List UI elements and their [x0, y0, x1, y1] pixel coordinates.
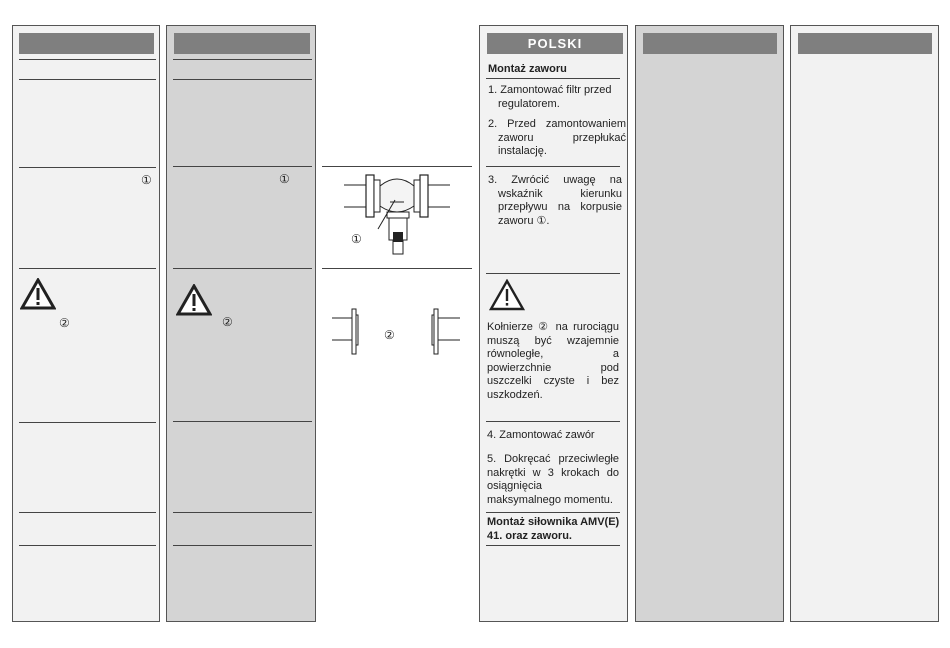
language-header-polski: POLSKI — [487, 33, 623, 54]
divider — [173, 421, 312, 422]
callout-two: ② — [222, 315, 233, 329]
warning-icon — [489, 279, 525, 311]
divider — [486, 512, 620, 513]
step-1: 1. Zamontować filtr przed regulatorem. — [488, 84, 612, 110]
language-column-1 — [12, 25, 160, 622]
section-title-actuator-mounting: Montaż siłownika AMV(E) 41. oraz zaworu. — [487, 516, 620, 542]
divider — [486, 421, 620, 422]
language-header-bar — [174, 33, 310, 54]
valve-diagram — [342, 172, 452, 267]
warning-icon — [176, 284, 212, 316]
divider — [19, 167, 156, 168]
language-header-bar — [19, 33, 154, 54]
divider — [19, 545, 156, 546]
flange-callout-two: ② — [384, 328, 395, 342]
divider — [19, 79, 156, 80]
language-column-2 — [166, 25, 316, 622]
section-title-valve-mounting: Montaż zaworu — [488, 63, 567, 75]
callout-one: ① — [141, 173, 152, 187]
divider — [173, 59, 312, 60]
divider — [173, 512, 312, 513]
divider — [19, 59, 156, 60]
step-2: 2. Przed zamontowaniem zaworu przepłukać instalację. — [488, 118, 626, 157]
divider — [173, 79, 312, 80]
warning-icon — [20, 278, 56, 310]
language-column-6 — [790, 25, 939, 622]
flange-diagram — [330, 305, 465, 360]
callout-two: ② — [59, 316, 70, 330]
warning-text: Kołnierze ② na rurociągu muszą być wzajemnie równoległe, a powierzchnie pod uszczelki czyste i bez uszkodzeń. — [487, 321, 619, 401]
step-3: 3. Zwrócić uwagę na wskaźnik kierunku przepływu na korpusie zaworu ①. — [488, 174, 622, 227]
diagram-area — [322, 25, 472, 622]
step-5: 5. Dokręcać przeciwległe nakrętki w 3 krokach do osiągnięcia maksymalnego momentu. — [487, 453, 619, 506]
divider — [19, 512, 156, 513]
step-4: 4. Zamontować zawór — [487, 429, 595, 441]
divider — [173, 166, 312, 167]
divider — [173, 268, 312, 269]
divider — [486, 273, 620, 274]
divider — [486, 166, 620, 167]
divider — [19, 422, 156, 423]
language-column-polski — [479, 25, 628, 622]
valve-callout-one: ① — [351, 232, 362, 246]
divider — [322, 166, 472, 167]
divider — [486, 545, 620, 546]
language-column-5 — [635, 25, 784, 622]
divider — [173, 545, 312, 546]
language-header-bar — [643, 33, 777, 54]
divider — [322, 268, 472, 269]
divider — [486, 78, 620, 79]
language-header-bar — [798, 33, 932, 54]
divider — [19, 268, 156, 269]
callout-one: ① — [279, 172, 290, 186]
